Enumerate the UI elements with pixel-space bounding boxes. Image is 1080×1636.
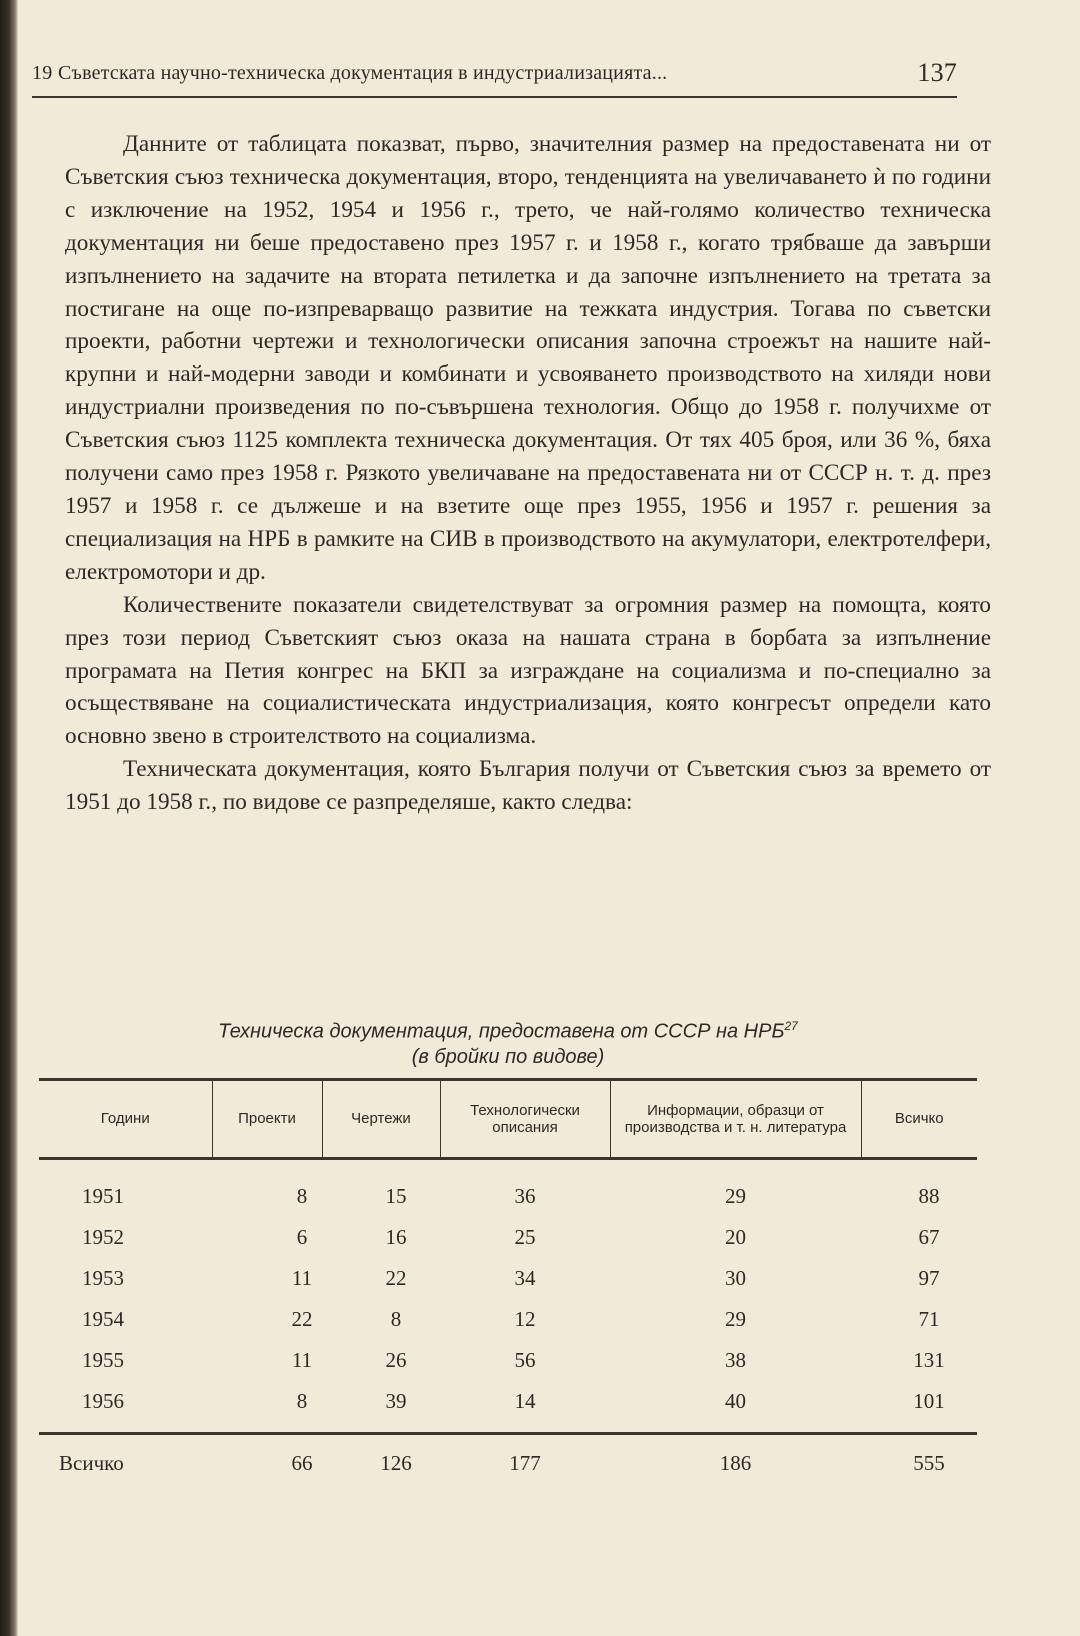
cell-projects: 11 [291, 1347, 313, 1372]
cell-drawings: 15 [385, 1183, 407, 1208]
table-caption-text: Техническа документация, предоставена от СССР на НРБ [218, 1020, 785, 1043]
total-information: 186 [610, 1433, 861, 1493]
cell-year: 1954 [82, 1306, 124, 1331]
documentation-table-block [39, 1014, 977, 1493]
cell-drawings: 16 [385, 1224, 407, 1249]
cell-tech-descriptions: 12 [514, 1306, 536, 1331]
table-row [39, 1258, 977, 1299]
body-text [65, 128, 991, 819]
cell-drawings: 22 [385, 1265, 407, 1290]
table-subcaption: (в бройки по видове) [411, 1045, 605, 1068]
cell-information: 30 [725, 1265, 746, 1290]
total-drawings: 126 [322, 1433, 440, 1493]
cell-total: 88 [918, 1183, 940, 1208]
cell-tech-descriptions: 56 [514, 1347, 536, 1372]
cell-year: 1951 [82, 1183, 124, 1208]
cell-information: 20 [725, 1224, 746, 1249]
table-row [39, 1340, 977, 1381]
table-row [39, 1158, 977, 1217]
header-tech-descriptions: Технологически описания [440, 1079, 610, 1158]
paragraph-3: Техническата документация, която България получи от Съветския съюз за времето от 1951 до 1958 г., по видове се разпределяше, както следва: [65, 756, 991, 816]
total-projects: 66 [212, 1433, 322, 1493]
cell-tech-descriptions: 34 [514, 1265, 536, 1290]
documentation-table [39, 1078, 977, 1493]
cell-drawings: 39 [385, 1388, 407, 1413]
paragraph-1: Данните от таблицата показват, първо, значителния размер на предоставената ни от Съветския съюз техническа документация, второ, тенденцията на увеличаването ѝ по години с изключение на 1952, 1954 и 1956 г., трето, че най-голямо количество техническа документация ни беше предоставено през 1957 г. и 1958 г., когато трябваше да завърши изпълнението на задачите на втората петилетка и да започне изпълнението на третата за постигане на още по-изпреварващо развитие на тежката индустрия. Тогава по съветски проекти, работни чертежи и технологически описания започна строежът на нашите най-крупни и най-модерни заводи и комбинати и усвояването производството на хиляди нови индустриални произведения по по-съвършена технология. Общо до 1958 г. получихме от Съветския съюз 1125 комплекта техническа документация. От тях 405 броя, или 36 %, бяха получени само през 1958 г. Рязкото увеличаване на предоставената ни от СССР н. т. д. през 1957 и 1958 г. се дължеше и на взетите още през 1955, 1956 и 1957 г. решения за специализация на НРБ в рамките на СИВ в производството на акумулатори, електротелфери, електромотори и др. [65, 131, 991, 585]
header-years: Години [39, 1079, 212, 1158]
cell-total: 101 [913, 1388, 945, 1413]
cell-total: 67 [918, 1224, 940, 1249]
cell-projects: 11 [291, 1265, 313, 1290]
cell-total: 97 [918, 1265, 940, 1290]
total-all: 555 [861, 1433, 977, 1493]
book-page [32, 0, 1042, 1636]
table-header-row [39, 1079, 977, 1158]
cell-information: 29 [725, 1183, 746, 1208]
cell-drawings: 26 [385, 1347, 407, 1372]
paragraph-2: Количествените показатели свидетелствуват за огромния размер на помощта, която през този период Съветският съюз оказа на нашата страна в борбата за изпълнение програмата на Петия конгрес на БКП за изграждане на социализма и по-специално за осъществяване на социалистическата индустриализация, която конгресът определи като основно звено в строителството на социализма. [65, 591, 991, 750]
table-row [39, 1381, 977, 1434]
cell-information: 29 [725, 1306, 746, 1331]
cell-total: 131 [913, 1347, 945, 1372]
cell-year: 1952 [82, 1224, 124, 1249]
cell-drawings: 8 [390, 1306, 402, 1331]
header-total: Всичко [861, 1079, 977, 1158]
table-row [39, 1217, 977, 1258]
cell-projects: 6 [296, 1224, 308, 1249]
cell-total: 71 [918, 1306, 940, 1331]
book-spine-shadow [0, 0, 18, 1636]
cell-tech-descriptions: 25 [514, 1224, 536, 1249]
cell-year: 1953 [82, 1265, 124, 1290]
footnote-ref: 27 [784, 1019, 798, 1033]
page-number: 137 [917, 58, 957, 87]
cell-information: 38 [725, 1347, 746, 1372]
table-caption [39, 1014, 977, 1070]
cell-information: 40 [725, 1388, 746, 1413]
header-rule [32, 96, 957, 98]
cell-year: 1956 [82, 1388, 124, 1413]
cell-tech-descriptions: 14 [514, 1388, 536, 1413]
cell-projects: 8 [296, 1183, 308, 1208]
cell-projects: 8 [296, 1388, 308, 1413]
table-row [39, 1299, 977, 1340]
header-projects: Проекти [212, 1079, 322, 1158]
cell-projects: 22 [291, 1306, 313, 1331]
running-title: Съветската научно-техническа документация в индустриализацията... [58, 62, 668, 84]
chapter-number: 19 [32, 62, 53, 84]
total-label: Всичко [39, 1433, 212, 1493]
total-tech-descriptions: 177 [440, 1433, 610, 1493]
header-information: Информации, образци от производства и т. н. литература [610, 1079, 861, 1158]
table-total-row [39, 1433, 977, 1493]
header-drawings: Чертежи [322, 1079, 440, 1158]
cell-year: 1955 [82, 1347, 124, 1372]
cell-tech-descriptions: 36 [514, 1183, 536, 1208]
